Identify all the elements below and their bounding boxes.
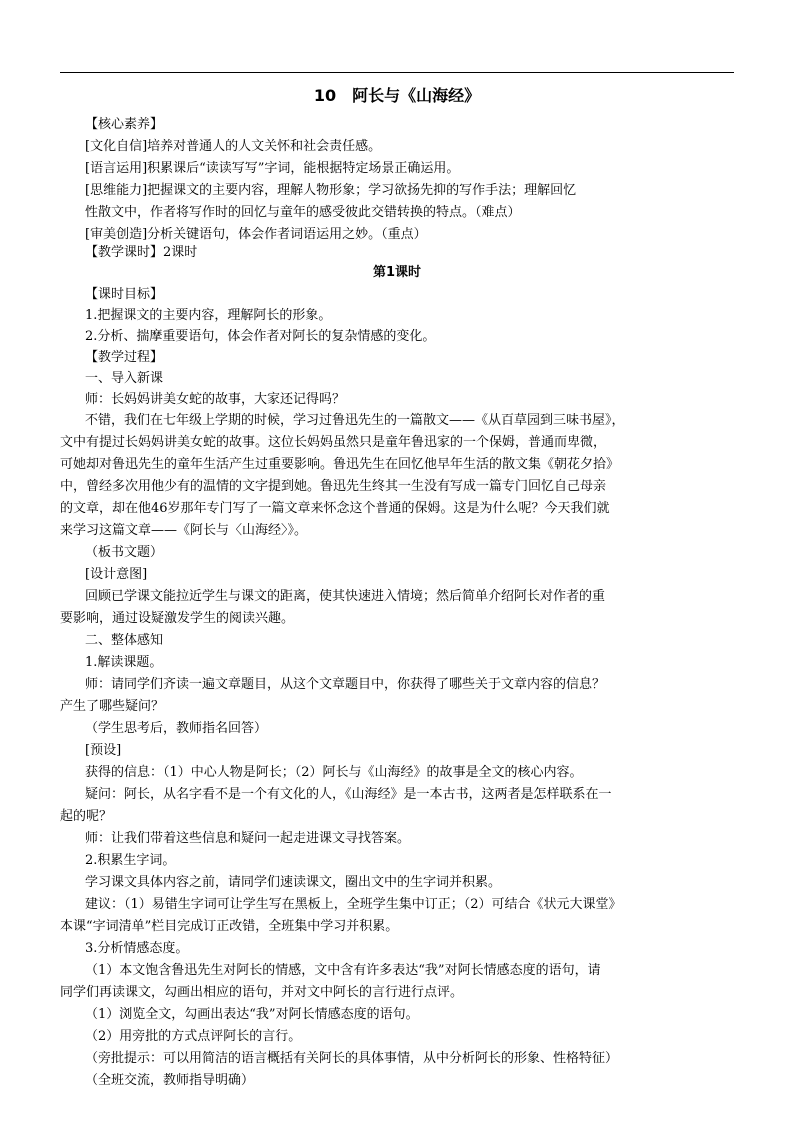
text-line: （学生思考后，教师指名回答） <box>85 721 268 736</box>
text-line: 建议：（1）易错生字词可让学生写在黑板上，全班学生集中订正；（2）可结合《状元大课堂》 <box>85 897 622 912</box>
header-rule <box>60 72 734 73</box>
text-line: 获得的信息：（1）中心人物是阿长；（2）阿长与《山海经》的故事是全文的核心内容。 <box>85 765 583 780</box>
section-heading: 【核心素养】 <box>85 117 164 132</box>
text-line: （旁批提示：可以用简洁的语言概括有关阿长的具体事情，从中分析阿长的形象、性格特征） <box>85 1051 619 1066</box>
text-line: 一、导入新课 <box>85 371 164 386</box>
section-heading: 【教学课时】2课时 <box>85 245 198 260</box>
text-line: 文中有提过长妈妈讲美女蛇的故事。这位长妈妈虽然只是童年鲁迅家的一个保姆，普通而卑微， <box>60 435 607 450</box>
text-line: [思维能力]把握课文的主要内容，理解人物形象；学习欲扬先抑的写作手法；理解回忆 <box>85 183 577 198</box>
text-line: 本课“字词清单”栏目完成订正改错，全班集中学习并积累。 <box>60 919 399 934</box>
text-line: 2.积累生字词。 <box>85 853 176 868</box>
text-line: 可她却对鲁迅先生的童年生活产生过重要影响。鲁迅先生在回忆他早年生活的散文集《朝花夕拾》 <box>60 457 620 472</box>
text-line: 要影响，通过设疑激发学生的阅读兴趣。 <box>60 611 295 626</box>
text-line: （2）用旁批的方式点评阿长的言行。 <box>85 1029 302 1044</box>
text-line: 的文章，却在他46岁那年专门写了一篇文章来怀念这个普通的保姆。这是为什么呢？今天我们就 <box>60 501 610 516</box>
text-line: 2.分析、揣摩重要语句，体会作者对阿长的复杂情感的变化。 <box>85 329 436 344</box>
text-line: （1）本文饱含鲁迅先生对阿长的情感，文中含有许多表达“我”对阿长情感态度的语句，请 <box>85 963 601 978</box>
lesson-subtitle: 第1课时 <box>372 265 422 280</box>
text-line: 学习课文具体内容之前，请同学们速读课文，圈出文中的生字词并积累。 <box>85 875 502 890</box>
text-line: 二、整体感知 <box>85 633 164 648</box>
text-line: （全班交流，教师指导明确） <box>85 1073 255 1088</box>
text-line: 同学们再读课文，勾画出相应的语句，并对文中阿长的言行进行点评。 <box>60 985 464 1000</box>
text-line: 师：让我们带着这些信息和疑问一起走进课文寻找答案。 <box>85 831 411 846</box>
text-line: 师：长妈妈讲美女蛇的故事，大家还记得吗？ <box>85 392 346 407</box>
text-line: 起的呢？ <box>60 809 113 824</box>
text-line: [设计意图] <box>85 567 148 582</box>
text-line: （板书文题） <box>85 545 164 560</box>
text-line: 3.分析情感态度。 <box>85 941 189 956</box>
text-line: 1.把握课文的主要内容，理解阿长的形象。 <box>85 308 332 323</box>
section-heading: 【教学过程】 <box>85 350 164 365</box>
text-line: [语言运用]积累课后“读读写写”字词，能根据特定场景正确运用。 <box>85 161 460 176</box>
text-line: 中，曾经多次用他少有的温情的文字提到她。鲁迅先生终其一生没有写成一篇专门回忆自己母亲 <box>60 479 607 494</box>
lesson-title: 10 阿长与《山海经》 <box>313 86 481 105</box>
text-line: 1.解读课题。 <box>85 655 163 670</box>
text-line: 不错，我们在七年级上学期的时候，学习过鲁迅先生的一篇散文——《从百草园到三味书屋》， <box>85 413 625 428</box>
text-line: 性散文中，作者将写作时的回忆与童年的感受彼此交错转换的特点。（难点） <box>85 205 521 220</box>
text-line: [文化自信]培养对普通人的人文关怀和社会责任感。 <box>85 139 382 154</box>
text-line: 产生了哪些疑问？ <box>60 699 165 714</box>
text-line: 师：请同学们齐读一遍文章题目，从这个文章题目中，你获得了哪些关于文章内容的信息？ <box>85 677 606 692</box>
text-line: 疑问：阿长，从名字看不是一个有文化的人，《山海经》是一本古书，这两者是怎样联系在一 <box>85 787 612 802</box>
text-line: （1）浏览全文，勾画出表达“我”对阿长情感态度的语句。 <box>85 1007 419 1022</box>
text-line: 回顾已学课文能拉近学生与课文的距离，使其快速进入情境；然后简单介绍阿长对作者的重 <box>85 589 606 604</box>
text-line: 来学习这篇文章——《阿长与〈山海经〉》。 <box>60 523 308 538</box>
section-heading: 【课时目标】 <box>85 287 164 302</box>
text-line: [审美创造]分析关键语句，体会作者词语运用之妙。（重点） <box>85 227 427 242</box>
text-line: [预设] <box>85 743 122 758</box>
